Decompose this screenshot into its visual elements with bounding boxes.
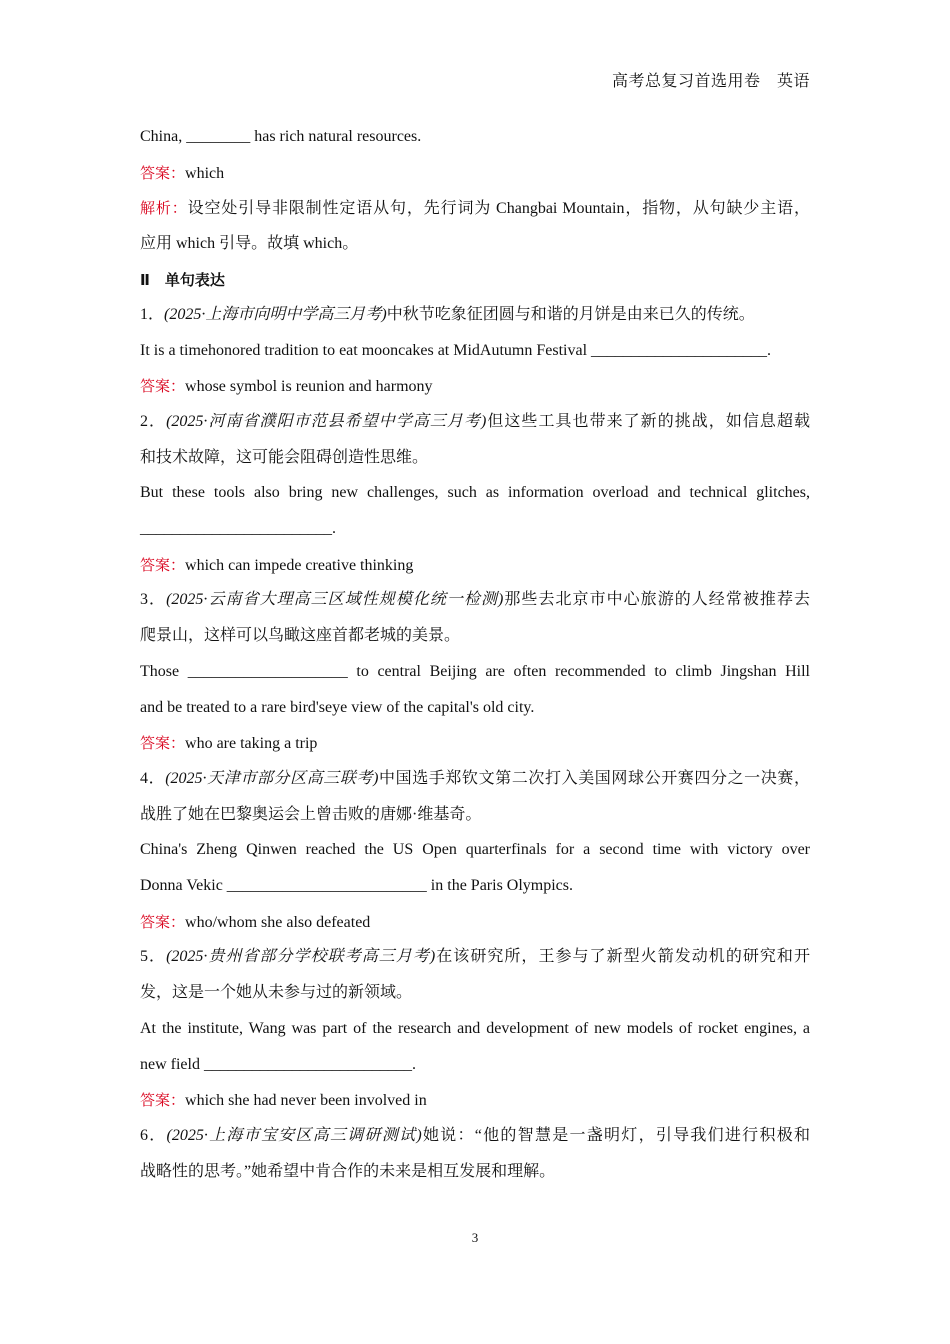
question-1-cn: 1．(2025·上海市向明中学高三月考)中秋节吃象征团圆与和谐的月饼是由来已久的传统。 — [140, 306, 755, 323]
answer-text: which can impede creative thinking — [185, 556, 414, 574]
document-body — [140, 124, 810, 1194]
question-3-cn-2: 爬景山，这样可以鸟瞰这座首都老城的美景。 — [140, 627, 461, 644]
question-5-cn-2: 发，这是一个她从未参与过的新领域。 — [140, 984, 413, 1001]
answer-label: 答案： — [140, 377, 186, 395]
question-5-answer — [140, 1087, 810, 1123]
question-4-cn-1: 4．(2025·天津市部分区高三联考)中国选手郑钦文第二次打入美国网球公开赛四分之一决赛， — [140, 769, 810, 787]
answer-text: which she had never been involved in — [185, 1092, 427, 1109]
prev-analysis-line-2: 应用 which 引导。故填 which。 — [140, 235, 359, 252]
question-3-en-2: and be treated to a rare bird'seye view of the capital's old city. — [140, 698, 535, 716]
question-1-answer — [140, 373, 810, 409]
question-2-cn-2: 和技术故障，这可能会阻碍创造性思维。 — [140, 448, 429, 466]
question-2-en-2: ________________________. — [140, 520, 336, 537]
question-2-en-1: But these tools also bring new challenges, such as information overload and technical glitches, — [140, 484, 810, 501]
answer-label: 答案： — [140, 734, 186, 752]
question-3-answer — [140, 730, 810, 766]
question-5-en-2: new field __________________________. — [140, 1055, 416, 1073]
question-source: (2025·上海市向明中学高三月考) — [164, 306, 387, 323]
question-source: (2025·上海市宝安区高三调研测试) — [166, 1126, 422, 1144]
answer-text: who/whom she also defeated — [185, 913, 371, 931]
question-source: (2025·云南省大理高三区域性规模化统一检测) — [166, 591, 504, 608]
answer-label: 答案： — [140, 912, 186, 931]
analysis-label: 解析： — [140, 199, 188, 217]
question-6-cn-2: 战略性的思考。”她希望中肯合作的未来是相互发展和理解。 — [140, 1162, 556, 1180]
question-4-answer — [140, 909, 810, 945]
prev-answer — [140, 160, 810, 196]
question-4-en-2: Donna Vekic _________________________ in the Paris Olympics. — [140, 877, 574, 894]
answer-text: which — [185, 164, 225, 182]
question-1-en: It is a timehonored tradition to eat mooncakes at MidAutumn Festival ______________________. — [140, 341, 772, 359]
analysis-text: 设空处引导非限制性定语从句，先行词为 Changbai Mountain，指物，从句缺少主语， — [187, 200, 810, 217]
question-3-en-1: Those ____________________ to central Beijing are often recommended to climb Jingshan Hill — [140, 662, 810, 680]
question-source: (2025·河南省濮阳市范县希望中学高三月考) — [166, 412, 487, 430]
question-5-cn-1: 5．(2025·贵州省部分学校联考高三月考)在该研究所，王参与了新型火箭发动机的研究和开 — [140, 948, 810, 965]
question-3-cn-1: 3．(2025·云南省大理高三区域性规模化统一检测)那些去北京市中心旅游的人经常被推荐去 — [140, 591, 810, 608]
question-4-cn-2: 战胜了她在巴黎奥运会上曾击败的唐娜·维基奇。 — [140, 805, 482, 823]
section-title: Ⅱ 单句表达 — [140, 270, 225, 289]
question-5-en-1: At the institute, Wang was part of the research and development of new models of rocket engines, a — [140, 1019, 810, 1037]
answer-label: 答案： — [140, 1091, 186, 1109]
prev-question-line: China, ________ has rich natural resources. — [140, 128, 422, 145]
question-source: (2025·天津市部分区高三联考) — [165, 769, 379, 787]
page-number: 3 — [471, 1230, 479, 1245]
answer-text: whose symbol is reunion and harmony — [185, 378, 433, 395]
answer-text: who are taking a trip — [185, 735, 318, 752]
page-header: 高考总复习首选用卷 英语 — [611, 73, 810, 90]
question-6-cn-1: 6．(2025·上海市宝安区高三调研测试)她说：“他的智慧是一盏明灯，引导我们进行积极和 — [140, 1126, 810, 1144]
prev-analysis-line-1 — [140, 195, 810, 231]
question-2-answer — [140, 552, 810, 588]
question-4-en-1: China's Zheng Qinwen reached the US Open quarterfinals for a second time with victory over — [140, 841, 810, 858]
question-source: (2025·贵州省部分学校联考高三月考) — [166, 948, 436, 965]
answer-label: 答案： — [140, 163, 186, 182]
answer-label: 答案： — [140, 555, 186, 574]
question-2-cn-1: 2．(2025·河南省濮阳市范县希望中学高三月考)但这些工具也带来了新的挑战，如信息超载 — [140, 412, 810, 430]
